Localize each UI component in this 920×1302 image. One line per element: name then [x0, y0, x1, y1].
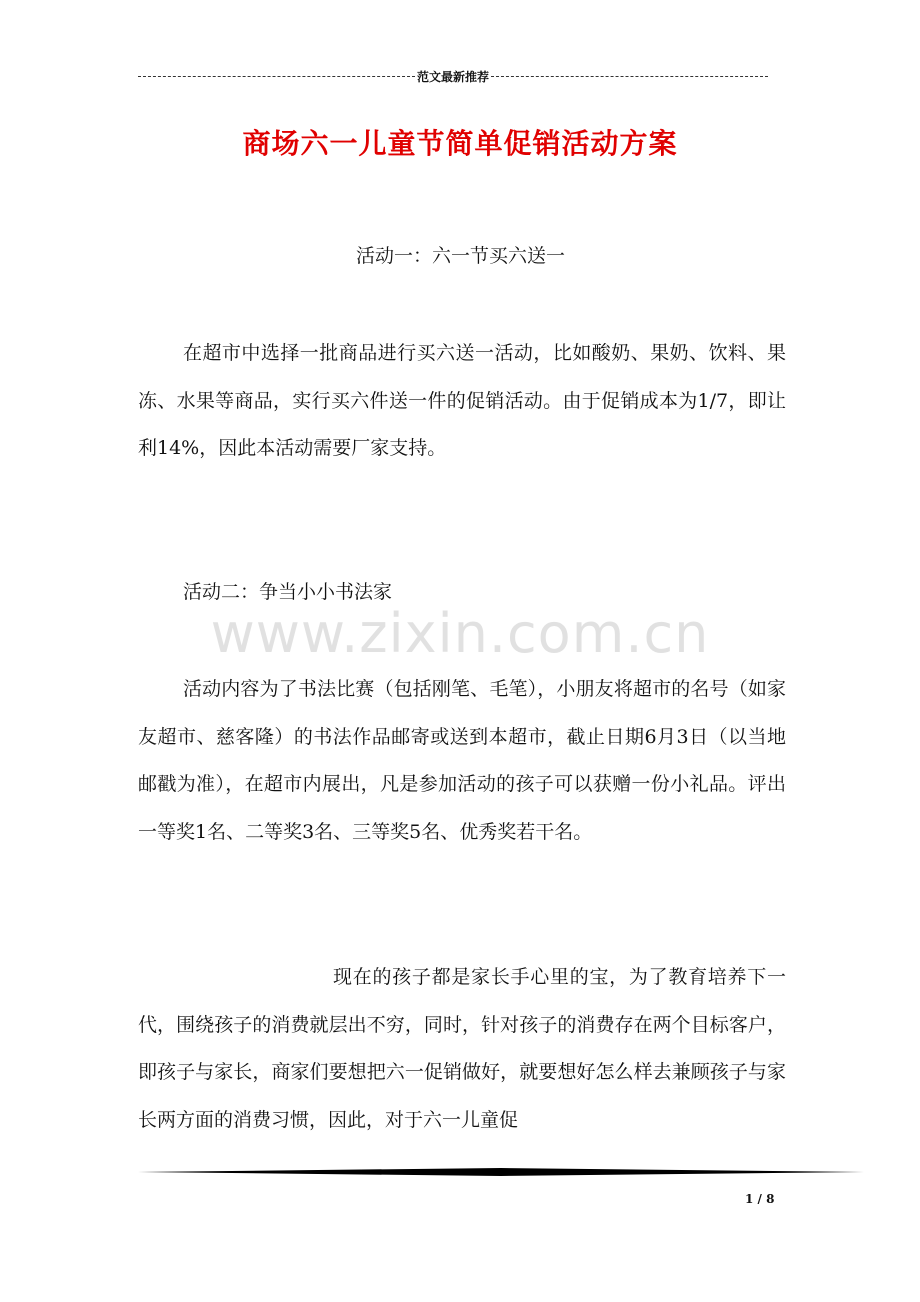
activity-2-paragraph: 活动内容为了书法比赛（包括刚笔、毛笔），小朋友将超市的名号（如家友超市、慈客隆）的书法作品邮寄或送到本超市，截止日期6月3日（以当地邮戳为准），在超市内展出，凡是参加活动的孩子可以获赠一份小礼品。评出一等奖1名、二等奖3名、三等奖5名、优秀奖若干名。 — [138, 678, 786, 843]
page-number: 1 / 8 — [745, 1192, 775, 1206]
activity-1-heading: 活动一：六一节买六送一 — [356, 245, 566, 267]
document-title: 商场六一儿童节简单促销活动方案 — [242, 127, 678, 160]
closing-paragraph: 现在的孩子都是家长手心里的宝，为了教育培养下一代，围绕孩子的消费就层出不穷，同时，针对孩子的消费存在两个目标客户，即孩子与家长，商家们要想把六一促销做好，就要想好怎么样去兼顾孩子与家长两方面的消费习惯，因此，对于六一儿童促 — [138, 966, 786, 1131]
header-dash-right — [491, 76, 768, 77]
page-header — [138, 68, 768, 85]
header-label: 范文最新推荐 — [417, 70, 490, 84]
watermark: www.zixin.com.cn — [210, 602, 710, 665]
footer-rule — [138, 1168, 864, 1176]
activity-2-heading: 活动二：争当小小书法家 — [183, 581, 393, 603]
activity-1-paragraph: 在超市中选择一批商品进行买六送一活动，比如酸奶、果奶、饮料、果冻、水果等商品，实行买六件送一件的促销活动。由于促销成本为1/7，即让利14%，因此本活动需要厂家支持。 — [138, 342, 786, 460]
header-dash-left — [138, 76, 415, 77]
